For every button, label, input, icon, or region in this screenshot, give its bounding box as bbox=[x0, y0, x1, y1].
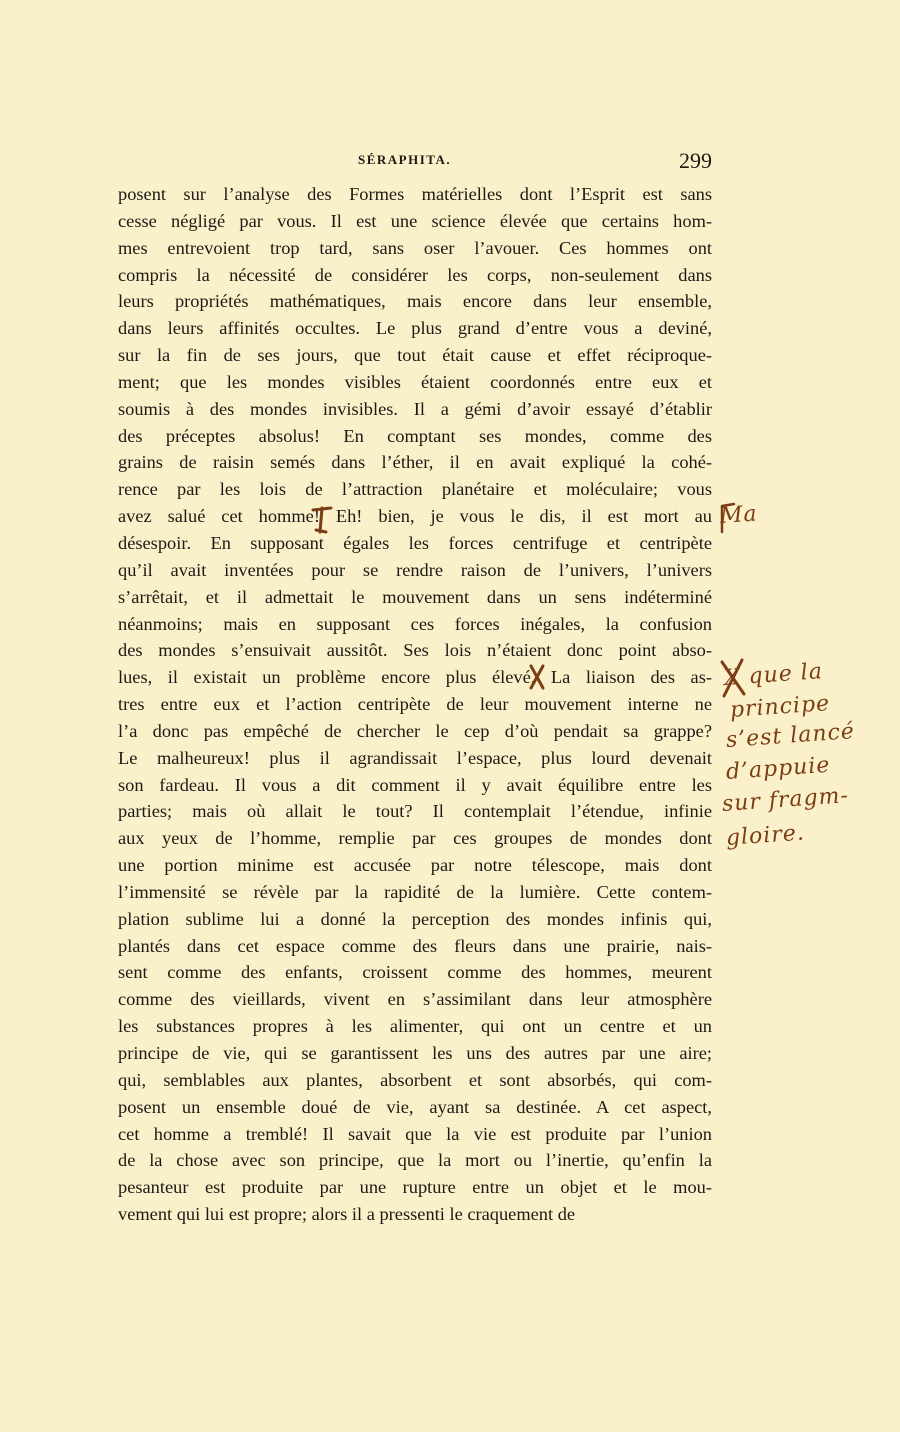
text-line: l’immensité se révèle par la rapidité de la lumière. Cette contem- bbox=[118, 881, 712, 902]
margin-note-2-line: principe bbox=[729, 691, 831, 723]
margin-note-2-line: d’appuie bbox=[725, 752, 832, 785]
text-line: plantés dans cet espace comme des fleurs dans une prairie, nais- bbox=[118, 935, 712, 956]
text-line: sent comme des enfants, croissent comme des hommes, meurent bbox=[118, 962, 712, 983]
text-line: grains de raisin semés dans l’éther, il en avait expliqué la cohé- bbox=[118, 452, 712, 473]
text-line: l’a donc pas empêché de chercher le cep d’où pendait sa grappe? bbox=[118, 720, 712, 741]
text-line: posent sur l’analyse des Formes matérielles dont l’Esprit est sans bbox=[118, 184, 712, 204]
margin-note-2-line: gloire. bbox=[725, 820, 806, 851]
text-line: qui, semblables aux plantes, absorbent et sont absorbés, qui com- bbox=[118, 1069, 712, 1090]
text-line: mes entrevoient trop tard, sans oser l’avouer. Ces hommes ont bbox=[118, 237, 712, 258]
running-title: SÉRAPHITA. bbox=[358, 152, 452, 167]
text-line: leurs propriétés mathématiques, mais encore dans leur ensemble, bbox=[118, 291, 712, 312]
text-line: les substances propres à les alimenter, qui ont un centre et un bbox=[118, 1016, 712, 1037]
text-line: cesse négligé par vous. Il est une science élevée que certains hom- bbox=[118, 210, 712, 231]
text-line: une portion minime est accusée par notre télescope, mais dont bbox=[118, 855, 712, 876]
text-line: vement qui lui est propre; alors il a pressenti le craquement de bbox=[118, 1204, 576, 1225]
text-line: Le malheureux! plus il agrandissait l’espace, plus lourd devenait bbox=[118, 747, 712, 768]
text-line: soumis à des mondes invisibles. Il a gémi d’avoir essayé d’établir bbox=[118, 398, 712, 419]
text-line: lues, il existait un problème encore plus élevé. La liaison des as- bbox=[118, 667, 712, 688]
text-line: qu’il avait inventées pour se rendre raison de l’univers, l’univers bbox=[118, 559, 712, 580]
text-line: sur la fin de ses jours, que tout était cause et effet réciproque- bbox=[118, 345, 712, 366]
text-line: dans leurs affinités occultes. Le plus grand d’entre vous a deviné, bbox=[118, 318, 712, 339]
text-line: rence par les lois de l’attraction planétaire et moléculaire; vous bbox=[118, 479, 712, 500]
text-line: néanmoins; mais en supposant ces forces inégales, la confusion bbox=[118, 613, 712, 634]
text-line: comme des vieillards, vivent en s’assimilant dans leur atmosphère bbox=[118, 989, 712, 1010]
text-line: de la chose avec son principe, que la mort ou l’inertie, qu’enfin la bbox=[118, 1150, 712, 1171]
text-line: son fardeau. Il vous a dit comment il y avait équilibre entre les bbox=[118, 774, 712, 795]
text-line: posent un ensemble doué de vie, ayant sa destinée. A cet aspect, bbox=[118, 1096, 712, 1117]
page-number: 299 bbox=[679, 148, 712, 173]
text-line: des préceptes absolus! En comptant ses mondes, comme des bbox=[118, 425, 712, 446]
text-line: aux yeux de l’homme, remplie par ces groupes de mondes dont bbox=[118, 828, 712, 849]
margin-note-2-line: s’est lancé bbox=[725, 719, 856, 753]
margin-note-2-line: sur fragm- bbox=[721, 783, 850, 817]
margin-note-1: Ma bbox=[719, 501, 759, 529]
text-line: ment; que les mondes visibles étaient coordonnés entre eux et bbox=[118, 371, 712, 392]
text-line: parties; mais où allait le tout? Il contemplait l’étendue, infinie bbox=[118, 801, 712, 822]
page-header bbox=[120, 148, 712, 178]
text-line: cet homme a tremblé! Il savait que la vie est produite par l’union bbox=[118, 1123, 712, 1144]
text-line: avez salué cet homme! Eh! bien, je vous le dis, il est mort au bbox=[118, 506, 712, 527]
body-text bbox=[118, 181, 712, 1228]
margin-note-2-line: X que la bbox=[723, 659, 824, 691]
text-line: désespoir. En supposant égales les forces centrifuge et centripète bbox=[118, 532, 712, 553]
text-line: s’arrêtait, et il admettait le mouvement dans un sens indéterminé bbox=[118, 586, 712, 607]
text-line: pesanteur est produite par une rupture entre un objet et le mou- bbox=[118, 1177, 712, 1198]
text-line: plation sublime lui a donné la perception des mondes infinis qui, bbox=[118, 908, 712, 929]
text-line: des mondes s’ensuivait aussitôt. Ses lois n’étaient donc point abso- bbox=[118, 640, 712, 661]
text-line: compris la nécessité de considérer les corps, non-seulement dans bbox=[118, 264, 712, 285]
text-line: tres entre eux et l’action centripète de leur mouvement interne ne bbox=[118, 694, 712, 715]
text-line: principe de vie, qui se garantissent les uns des autres par une aire; bbox=[118, 1043, 712, 1063]
